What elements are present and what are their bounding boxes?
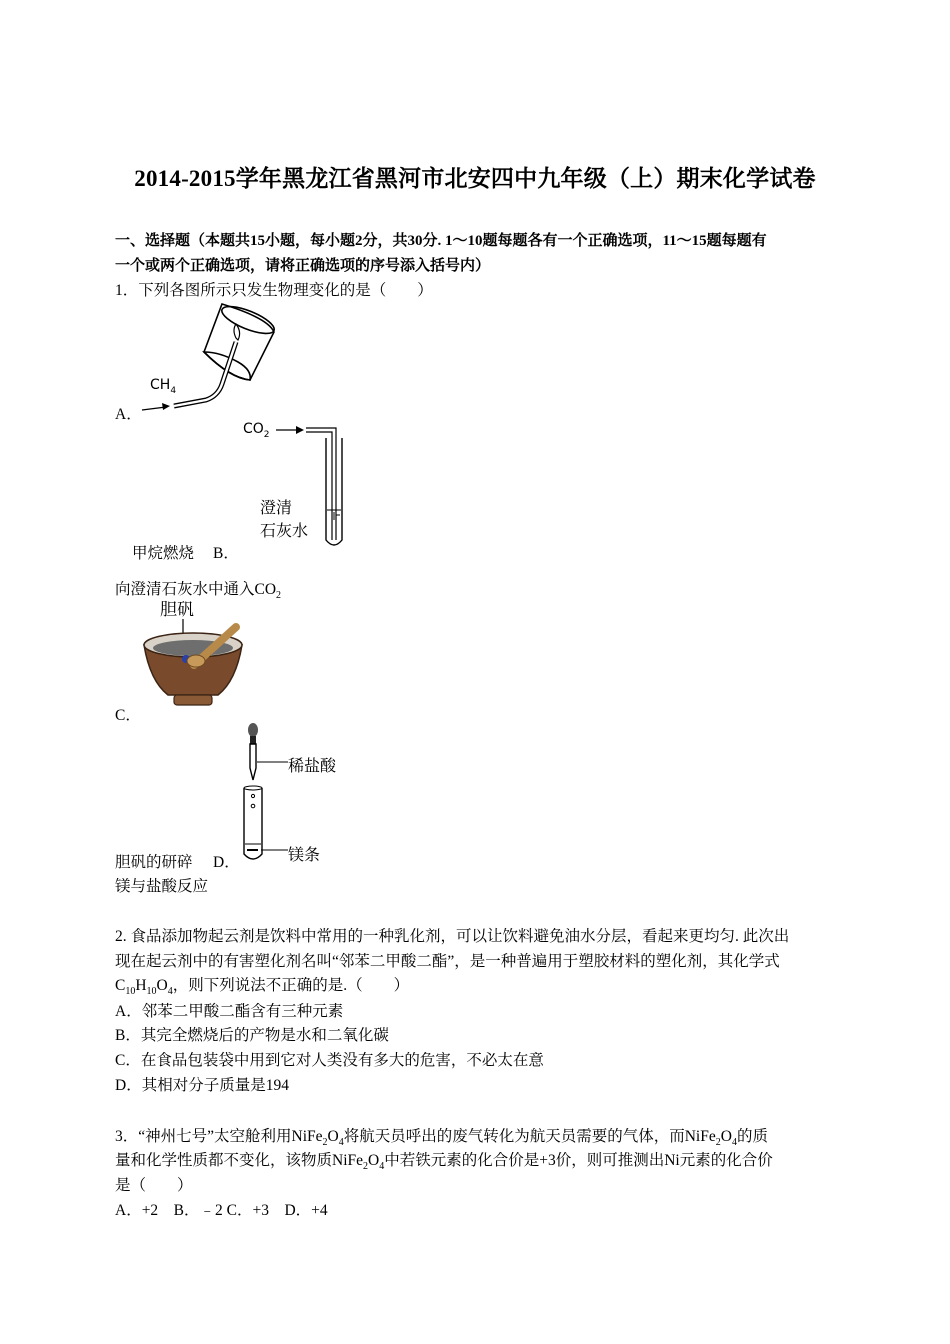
co2-subscript: 2 [263,429,270,440]
figure-d-acid-label: 稀盐酸 [288,756,337,775]
q1-stem: 1．下列各图所示只发生物理变化的是（ ） [115,282,433,299]
figure-b-liquid-line1: 澄清 [260,498,293,517]
q3-stem-line1: 3．“神州七号”太空舱利用$NiFe_2O_4$将航天员呼出的废气转化为航天员需要的气体，而$NiFe_2O_4$的质 [115,1128,768,1149]
q1-option-b-caption [115,577,281,601]
q1-option-a-marker: A． [115,406,142,423]
q1-option-a-caption: 甲烷燃烧 [132,545,195,562]
q1-option-c-marker: C． [115,707,141,724]
test-tube-shape [244,788,262,859]
figure-a-gas-label [150,377,176,396]
methane-subscript: 4 [170,385,177,396]
q2-stem-tail: ，则下列说法不正确的是.（ ） [172,977,410,994]
q2-option-c: C．在食品包装袋中用到它对人类没有多大的危害，不必太在意 [115,1052,544,1069]
section-heading-line2: 一个或两个正确选项，请将正确选项的序号添入括号内） [115,258,491,274]
co2-symbol: CO [243,421,264,437]
figure-d-metal-label: 镁条 [288,845,321,864]
q1-option-d-marker: D． [213,854,240,871]
figure-mortar-pestle [138,615,248,715]
figure-b-liquid-line2: 石灰水 [260,521,309,540]
q1-option-d-caption: 镁与盐酸反应 [115,878,209,895]
test-tube-shape [326,438,342,545]
q3-stem-line2: 量和化学性质都不变化，该物质$NiFe_2O_4$中若铁元素的化合价是+3价，则可推测出Ni元素的化合价 [115,1152,773,1173]
q3-stem-line3: 是（ ） [115,1177,193,1194]
q3-options: A．+2 B．﹣2 C．+3 D．+4 [115,1202,328,1219]
option-b-caption-text: 向澄清石灰水中通入CO [115,581,277,598]
figure-methane-burning [140,300,280,420]
q2-formula: $C_{10}H_{10}O_4$ [115,977,173,998]
q2-option-b: B．其完全燃烧后的产物是水和二氧化碳 [115,1027,389,1044]
q2-option-a: A．邻苯二甲酸二酯含有三种元素 [115,1003,344,1020]
q2-stem-line3 [115,973,409,997]
q2-stem-line2: 现在起云剂中的有害塑化剂名叫“邻苯二甲酸二酯”，是一种普遍用于塑胶材料的塑化剂，其化学式 [115,953,780,970]
q2-option-d: D．其相对分子质量是194 [115,1077,289,1094]
q1-option-b-marker: B． [213,545,239,562]
page-title: 2014-2015学年黑龙江省黑河市北安四中九年级（上）期末化学试卷 [134,166,816,191]
q1-option-c-caption: 胆矾的研碎 [115,854,193,871]
figure-b-gas-label [243,421,270,440]
figure-c-label: 胆矾 [160,600,194,620]
section-heading-line1: 一、选择题（本题共15小题，每小题2分，共30分. 1～10题每题各有一个正确选项，11～15题每题有 [115,233,767,249]
beaker-shape [204,301,277,380]
option-b-caption-subscript: 2 [276,590,282,602]
q2-stem-line1: 2. 食品添加物起云剂是饮料中常用的一种乳化剂，可以让饮料避免油水分层，看起来更均匀. 此次出 [115,928,790,945]
methane-symbol: CH [150,377,171,393]
